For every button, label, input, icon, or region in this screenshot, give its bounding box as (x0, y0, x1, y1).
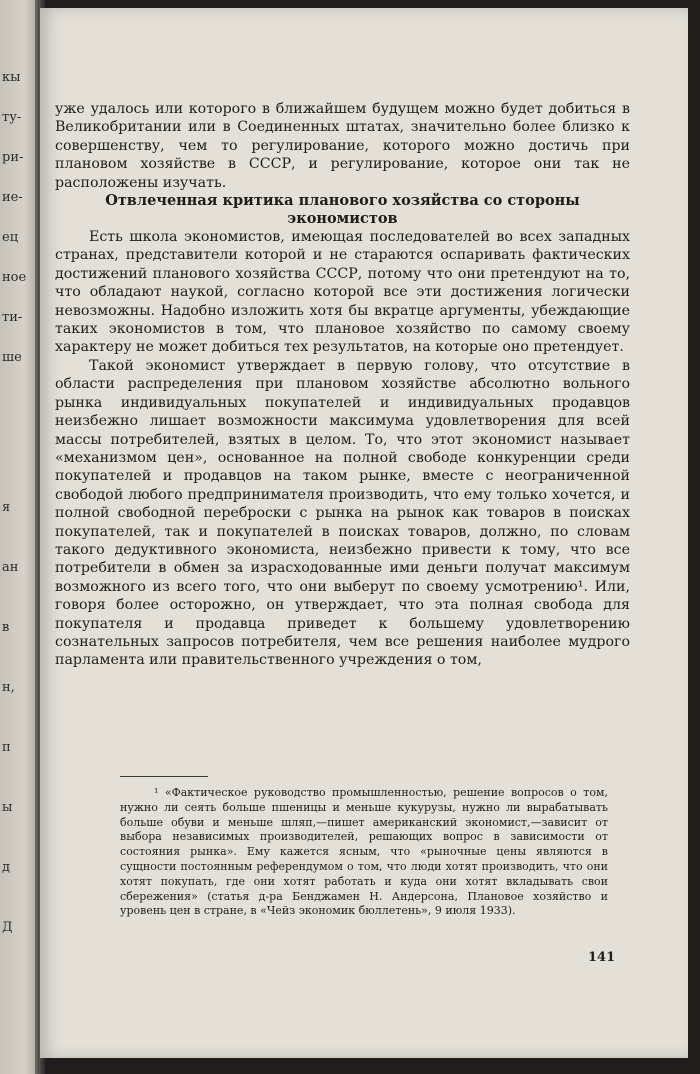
body-paragraph: уже удалось или которого в ближайшем будущем можно будет добиться в Великобритании или в Соединенных штатах, значительно более близко к совершенству, чем то регулирование, которого можно достичь при плановом хозяйстве в СССР, и регулирование, которое они так не расположены изучать. (55, 101, 630, 191)
left-page-fragment: в (2, 620, 10, 635)
left-page-fragment: п (2, 740, 11, 755)
book-page (40, 8, 688, 1058)
section-heading: Отвлеченная критика планового хозяйства со стороны экономистов (105, 192, 580, 228)
left-page-fragment: н, (2, 680, 15, 695)
left-page-fragment: ри- (2, 150, 24, 165)
left-page-fragment: кы (2, 70, 21, 85)
left-page-fragment: ан (2, 560, 19, 575)
left-page-fragment: ту- (2, 110, 22, 125)
left-page-fragment: ие- (2, 190, 23, 205)
left-page-fragment: Д (2, 920, 13, 935)
footnote-text: ¹ «Фактическое руководство промышленностью, решение вопросов о том, нужно ли сеять больше пшеницы и меньше кукурузы, нужно ли вырабатывать больше обуви и меньше шляп,—пишет американский экономист,—зависит от выбора независимых производителей, решающих вопрос в зависимости от состояния рынка». Ему кажется ясным, что «рыночные цены являются в сущности постоянным референдумом о том, что люди хотят производить, что они хотят покупать, где они хотят работать и куда они хотят вкладывать свои сбережения» (статья д-ра Бенджамен Н. Андерсона, Плановое хозяйство и уровень цен в стране, в «Чейз экономик бюллетень», 9 июля 1933). (120, 786, 608, 918)
main-text (55, 100, 630, 670)
left-page-fragment: ше (2, 350, 22, 365)
left-page-fragment: ти- (2, 310, 23, 325)
left-page-fragment: ец (2, 230, 19, 245)
footnote (120, 786, 608, 919)
left-page-fragment: я (2, 500, 11, 515)
left-page-fragment: ное (2, 270, 27, 285)
left-page-fragment: д (2, 860, 11, 875)
left-page-fragment: ы (2, 800, 13, 815)
body-paragraph: Такой экономист утверждает в первую голову, что отсутствие в области распределения при плановом хозяйстве абсолютно вольного рынка индивидуальных покупателей и индивидуальных продавцов неизбежно лишает возможности максимума удовлетворения для всей массы потребителей, взятых в целом. То, что этот экономист называет «механизмом цен», основанное на полной свободе конкуренции среди покупателей и продавцов на таком рынке, вместе с неограниченной свободой любого предпринимателя производить, что ему только хочется, и полной свободной переброски с рынка на рынок как товаров в поисках покупателей, так и покупателей в поисках товаров, должно, по словам такого дедуктивного экономиста, неизбежно привести к тому, что все потребители в обмен за израсходованные ими деньги получат максимум возможного из всего того, что они выберут по своему усмотрению¹. Или, говоря более осторожно, он утверждает, что эта полная свобода для покупателя и продавца приведет к большему удовлетворению сознательных запросов потребителя, чем все решения наиболее мудрого парламента или правительственного учреждения о том, (55, 357, 630, 669)
left-page-edge (0, 0, 40, 1074)
body-paragraph: Есть школа экономистов, имеющая последователей во всех западных странах, представители которой и не стараются оспаривать фактических достижений планового хозяйства СССР, потому что они претендуют на то, что обладают наукой, согласно которой все эти достижения логически невозможны. Надобно изложить хотя бы вкратце аргументы, убеждающие таких экономистов в том, что плановое хозяйство по самому своему характеру не может добиться тех результатов, на которые оно претендует. (55, 229, 630, 356)
footnote-rule (120, 776, 208, 777)
page-number: 141 (588, 950, 616, 965)
